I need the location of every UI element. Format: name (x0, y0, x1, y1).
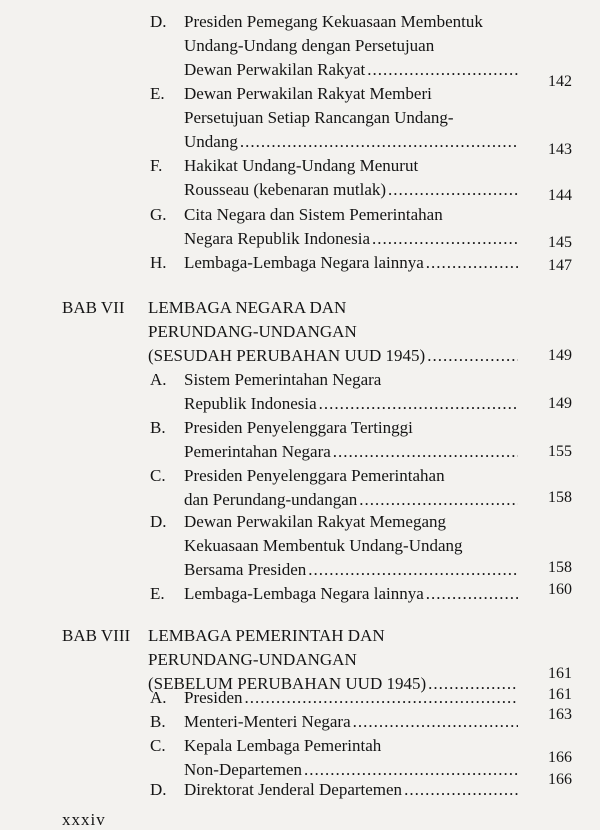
page-number: 145 (548, 234, 572, 251)
entry-text-line: Presiden (184, 688, 243, 707)
toc-entry-row (184, 229, 522, 249)
bab-title-line: (SESUDAH PERUBAHAN UUD 1945) (148, 346, 426, 365)
entry-text-line: Hakikat Undang-Undang Menurut (184, 156, 419, 175)
page-number: 149 (548, 395, 572, 412)
entry-text-line: Lembaga-Lembaga Negara lainnya (184, 253, 424, 272)
dot-leader (308, 560, 518, 580)
toc-entry-row (184, 442, 522, 462)
toc-entry-row (184, 584, 522, 604)
page-number: 147 (548, 257, 572, 274)
dot-leader (353, 712, 518, 732)
entry-text-line: Republik Indonesia (184, 394, 317, 413)
entry-text-line: Non-Departemen (184, 760, 303, 779)
page-number: 161 (548, 665, 572, 682)
entry-letter: A. (150, 370, 167, 389)
dot-leader (245, 688, 518, 708)
entry-text-line: Dewan Perwakilan Rakyat Memberi (184, 84, 432, 103)
entry-letter: D. (150, 780, 167, 799)
bab-title-line: PERUNDANG-UNDANGAN (148, 650, 357, 669)
page-number: 142 (548, 73, 572, 90)
entry-text-line: Pemerintahan Negara (184, 442, 331, 461)
page-number: 155 (548, 443, 572, 460)
entry-letter: E. (150, 584, 165, 603)
page-number: 158 (548, 559, 572, 576)
entry-letter: F. (150, 156, 163, 175)
dot-leader (319, 394, 518, 414)
toc-entry-row (184, 780, 522, 800)
bab-title-line: LEMBAGA PEMERINTAH DAN (148, 626, 385, 645)
dot-leader (427, 346, 518, 366)
toc-entry-row (184, 180, 522, 200)
dot-leader (367, 60, 518, 80)
page-number: 149 (548, 347, 572, 364)
toc-entry-row (184, 712, 522, 732)
page-number: 143 (548, 141, 572, 158)
page-number: 166 (548, 771, 572, 788)
entry-text-line: Rousseau (kebenaran mutlak) (184, 180, 387, 199)
bab-title-line: (SEBELUM PERUBAHAN UUD 1945) (148, 674, 427, 693)
entry-text-line: Lembaga-Lembaga Negara lainnya (184, 584, 424, 603)
entry-text-line: Kekuasaan Membentuk Undang-Undang (184, 536, 463, 555)
page-number: 163 (548, 706, 572, 723)
entry-text-line: Persetujuan Setiap Rancangan Undang- (184, 108, 454, 127)
bab-title-row (148, 346, 522, 366)
dot-leader (359, 490, 518, 510)
bab-label: BAB VII (62, 298, 125, 317)
entry-text-line: dan Perundang-undangan (184, 490, 358, 509)
entry-letter: B. (150, 418, 166, 437)
bab-title-line: LEMBAGA NEGARA DAN (148, 298, 347, 317)
dot-leader (304, 760, 518, 780)
dot-leader (333, 442, 518, 462)
entry-text-line: Direktorat Jenderal Departemen (184, 780, 403, 799)
toc-entry-row (184, 560, 522, 580)
entry-letter: C. (150, 466, 166, 485)
entry-letter: D. (150, 12, 167, 31)
entry-text-line: Cita Negara dan Sistem Pemerintahan (184, 205, 443, 224)
entry-letter: D. (150, 512, 167, 531)
page-number: 144 (548, 187, 572, 204)
bab-label: BAB VIII (62, 626, 131, 645)
dot-leader (240, 132, 518, 152)
entry-text-line: Undang-Undang dengan Persetujuan (184, 36, 435, 55)
dot-leader (372, 229, 518, 249)
toc-entry-row (184, 688, 522, 708)
entry-text-line: Dewan Perwakilan Rakyat (184, 60, 366, 79)
entry-letter: B. (150, 712, 166, 731)
dot-leader (404, 780, 518, 800)
toc-entry-row (184, 253, 522, 273)
entry-text-line: Menteri-Menteri Negara (184, 712, 351, 731)
entry-text-line: Presiden Penyelenggara Pemerintahan (184, 466, 445, 485)
toc-entry-row (184, 394, 522, 414)
entry-text-line: Sistem Pemerintahan Negara (184, 370, 382, 389)
page-number: 166 (548, 749, 572, 766)
entry-text-line: Presiden Pemegang Kekuasaan Membentuk (184, 12, 483, 31)
entry-letter: A. (150, 688, 167, 707)
dot-leader (426, 584, 518, 604)
toc-entry-row (184, 60, 522, 80)
entry-text-line: Negara Republik Indonesia (184, 229, 370, 248)
entry-text-line: Bersama Presiden (184, 560, 307, 579)
toc-entry-row (184, 132, 522, 152)
dot-leader (388, 180, 518, 200)
entry-letter: H. (150, 253, 167, 272)
page-number: 161 (548, 686, 572, 703)
page-number: 158 (548, 489, 572, 506)
page-number: 160 (548, 581, 572, 598)
entry-letter: G. (150, 205, 167, 224)
entry-text-line: Dewan Perwakilan Rakyat Memegang (184, 512, 446, 531)
toc-entry-row (184, 490, 522, 510)
toc-entry-row (184, 760, 522, 780)
entry-letter: C. (150, 736, 166, 755)
entry-text-line: Kepala Lembaga Pemerintah (184, 736, 382, 755)
bab-title-line: PERUNDANG-UNDANGAN (148, 322, 357, 341)
entry-text-line: Presiden Penyelenggara Tertinggi (184, 418, 413, 437)
footer-page-number: xxxiv (62, 810, 106, 829)
dot-leader (426, 253, 518, 273)
entry-letter: E. (150, 84, 165, 103)
entry-text-line: Undang (184, 132, 238, 151)
